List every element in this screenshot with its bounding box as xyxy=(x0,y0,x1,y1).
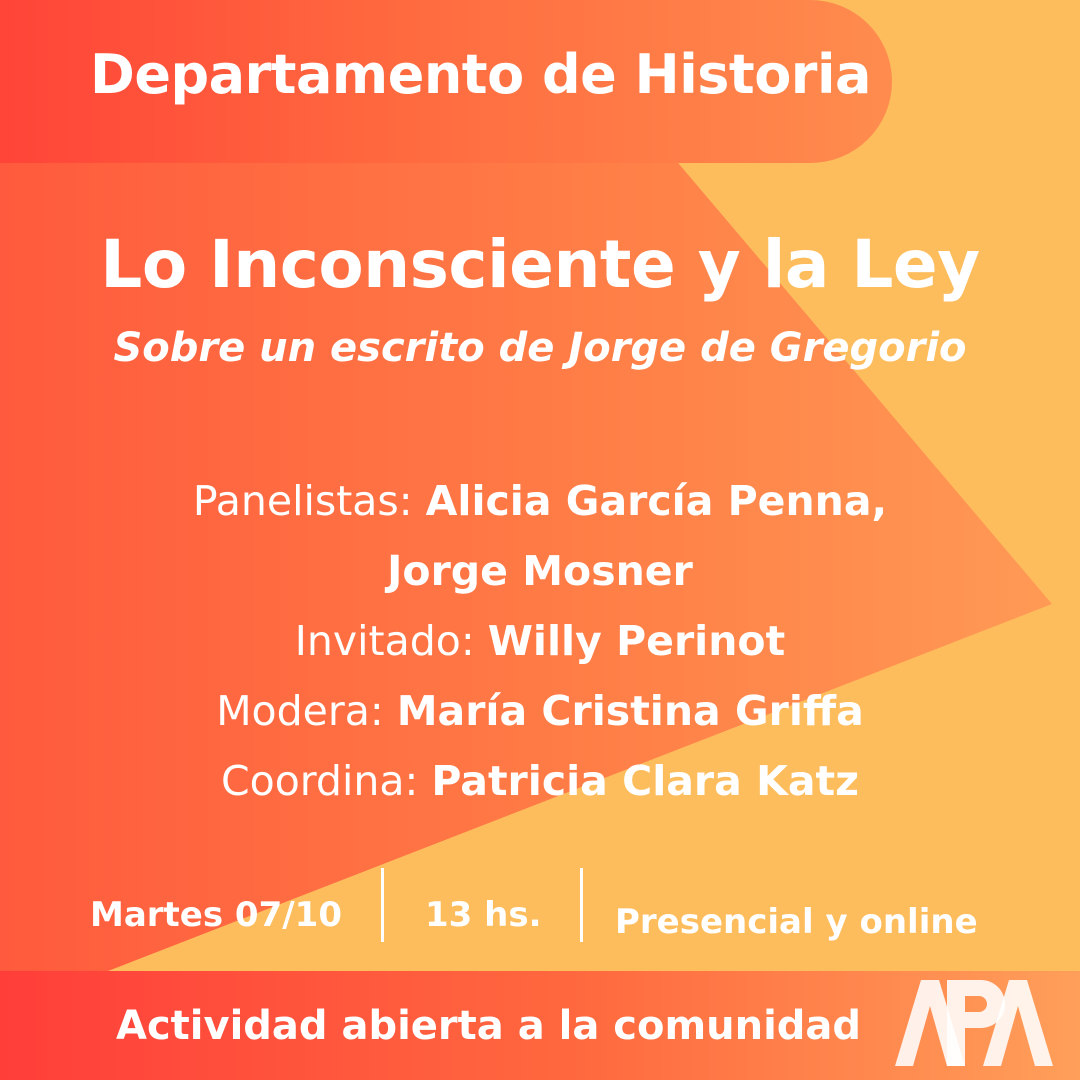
event-title: Lo Inconsciente y la Ley xyxy=(100,226,980,303)
panelists-label: Panelistas: xyxy=(192,477,413,525)
guest-line xyxy=(0,606,1080,676)
moderator-line xyxy=(0,676,1080,746)
divider-2 xyxy=(580,868,583,942)
event-subtitle: Sobre un escrito de Jorge de Gregorio xyxy=(113,325,967,371)
panelists-line xyxy=(0,466,1080,536)
event-date: Martes 07/10 xyxy=(90,895,342,935)
guest-name: Willy Perinot xyxy=(487,617,786,665)
moderator-name: María Cristina Griffa xyxy=(396,687,864,735)
department-title: Departamento de Historia xyxy=(90,43,871,106)
footer-text: Actividad abierta a la comunidad xyxy=(116,1003,862,1049)
apa-logo xyxy=(895,980,1053,1066)
guest-label: Invitado: xyxy=(294,617,475,665)
coordinator-label: Coordina: xyxy=(221,757,419,805)
coordinator-name: Patricia Clara Katz xyxy=(431,757,859,805)
panelists-names: Alicia García Penna, xyxy=(425,477,888,525)
panelists-names-2: Jorge Mosner xyxy=(387,547,693,595)
divider-1 xyxy=(381,868,384,942)
event-time: 13 hs. xyxy=(425,895,542,935)
panelists-line-2 xyxy=(0,536,1080,606)
event-mode: Presencial y online xyxy=(615,902,978,942)
moderator-label: Modera: xyxy=(216,687,384,735)
coordinator-line xyxy=(0,746,1080,816)
credits-block xyxy=(0,466,1080,816)
